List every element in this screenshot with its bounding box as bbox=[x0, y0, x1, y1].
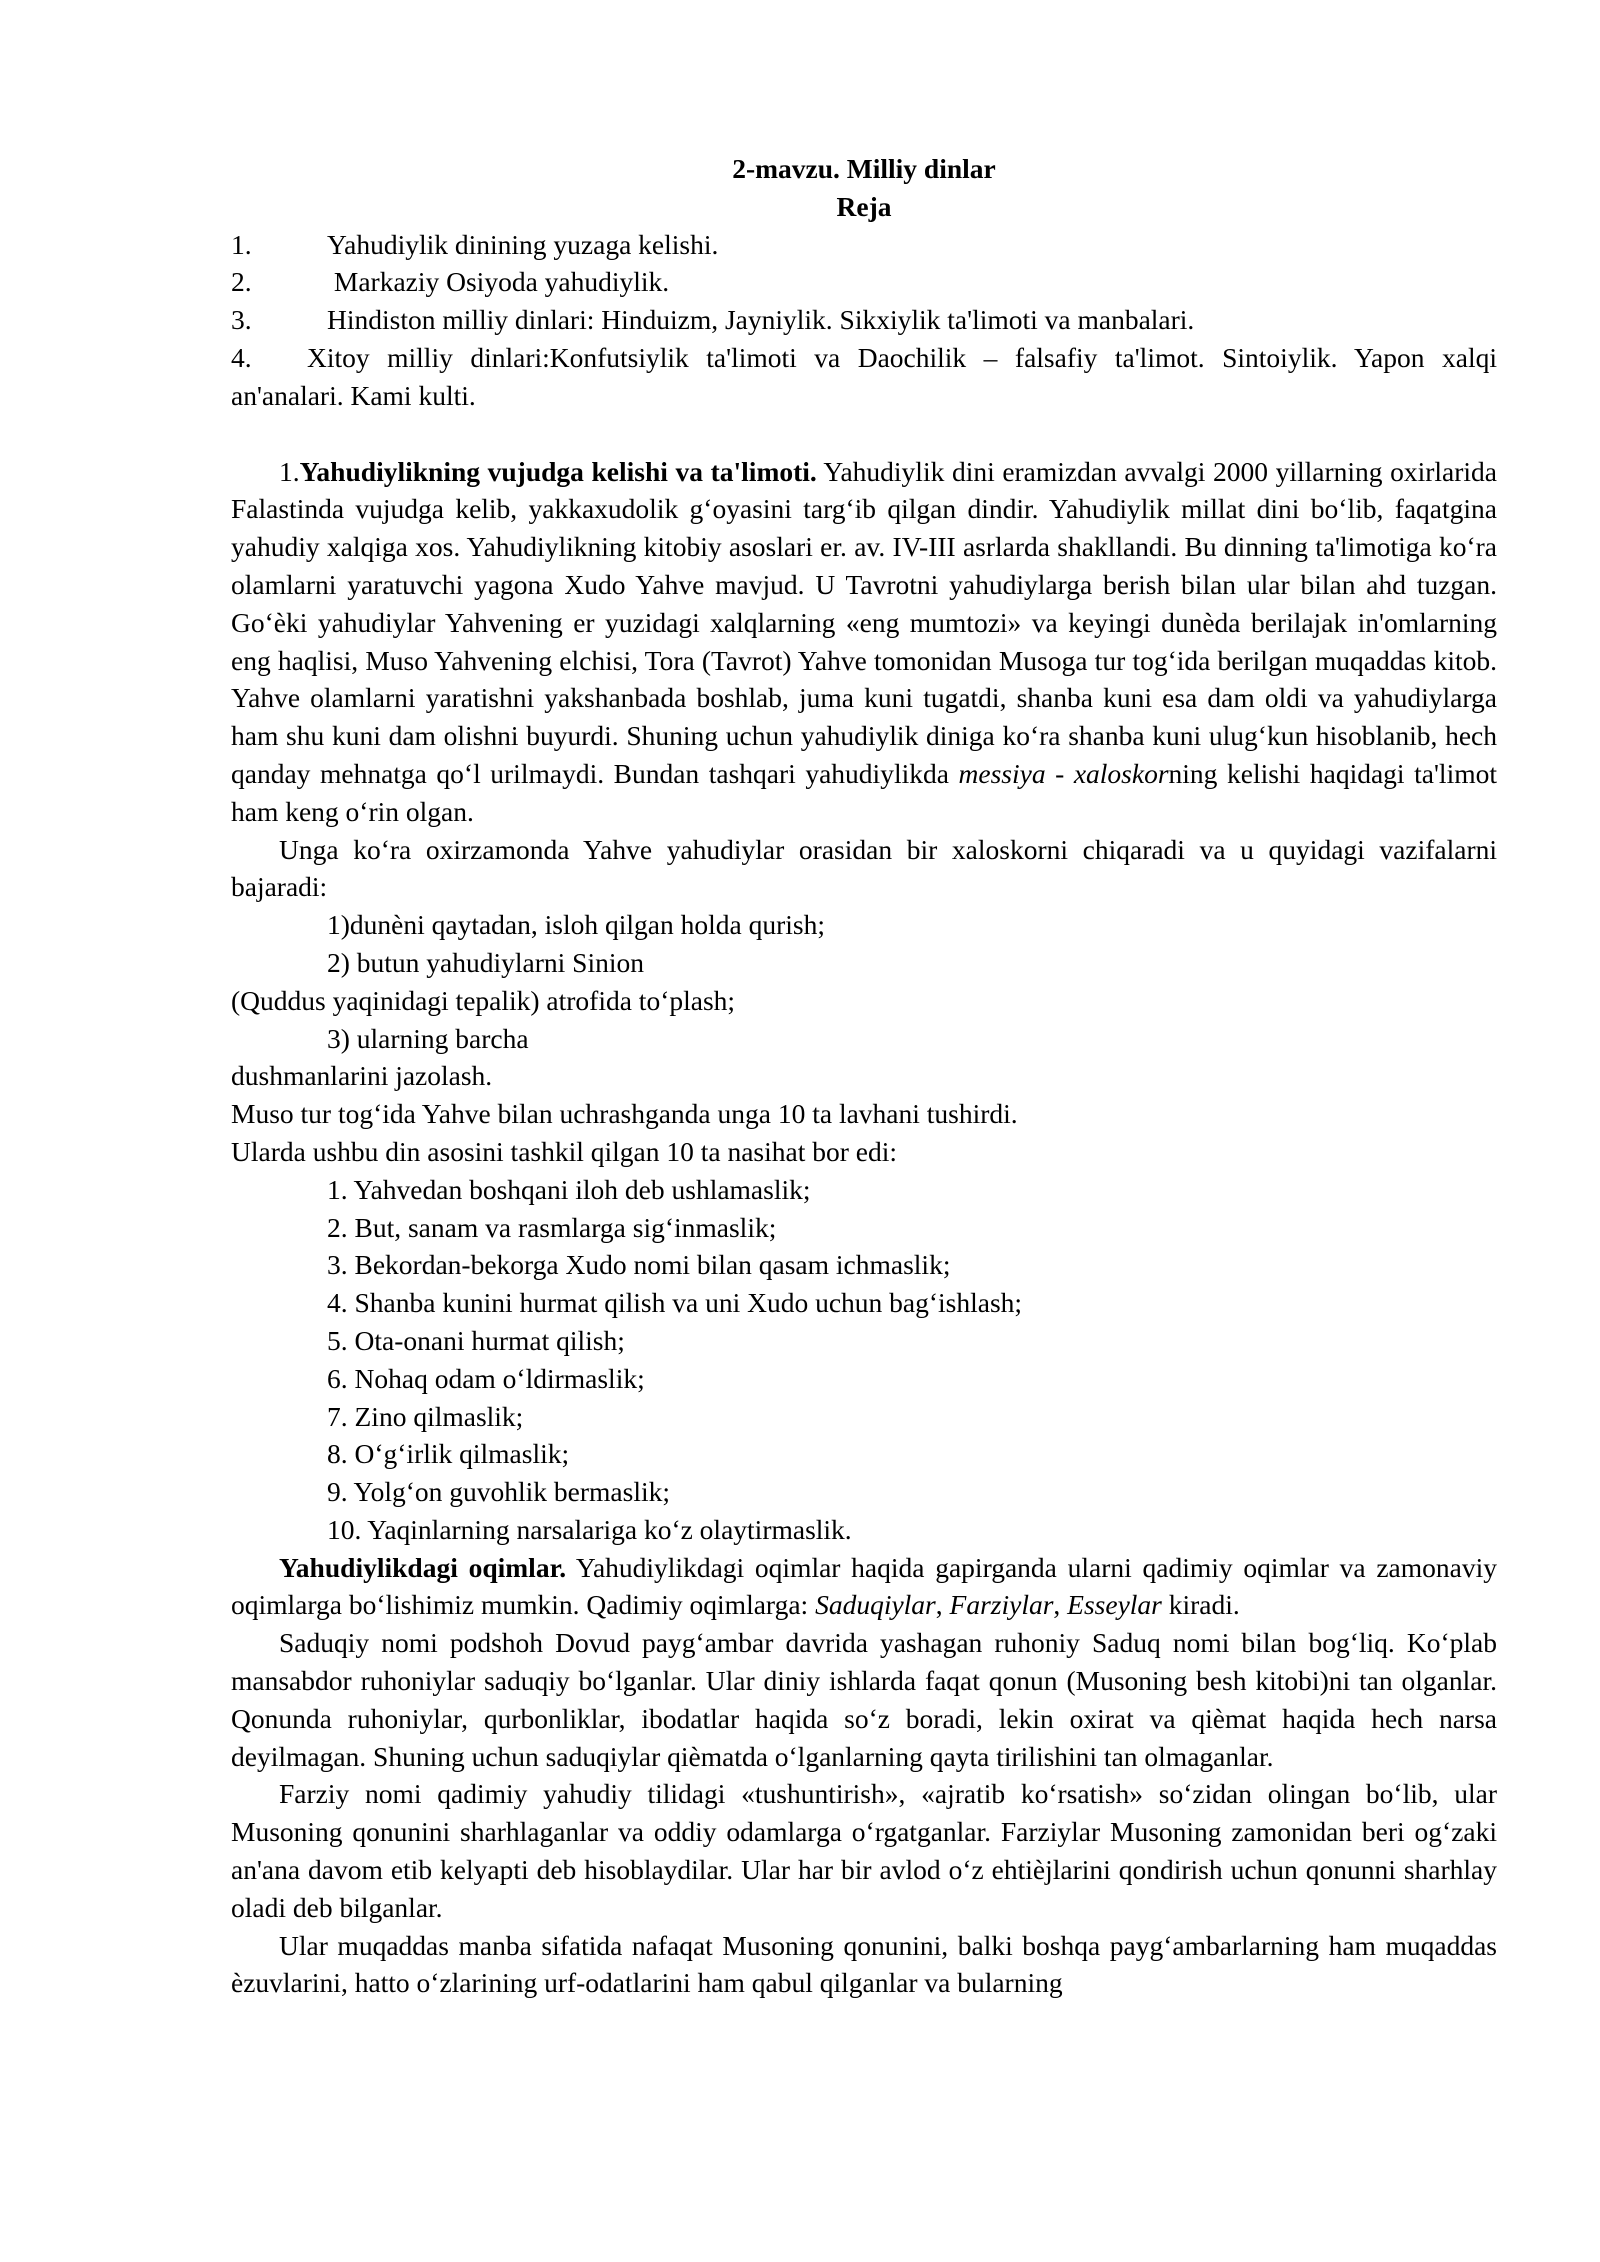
section-text-end: ning kelishi haqidagi ta'limot ham keng o‘rin olgan. bbox=[231, 757, 1497, 827]
plan-item-number: 1. bbox=[231, 228, 252, 260]
sects-text-end: kiradi. bbox=[1161, 1589, 1240, 1621]
section-text: Yahudiylik dini eramizdan avvalgi 2000 yillarning oxirlarida Falastinda vujudga kelib, yakkaxudolik g‘oyasini targ‘ib qilgan dindir. Yahudiylik millat dini bo‘lib, faqatgina yahudiy xalqiga xos. Yahudiylikning kitobiy asoslari er. av. IV-III asrlarda shakllandi. Bu dinning ta'limotiga ko‘ra olamlarni yaratuvchi yagona Xudo Yahve mavjud. U Tavrotni yahudiylarga berish bilan ular bilan ahd tuzgan. Go‘èki yahudiylar Yahvening er yuzidagi xalqlarning «eng mumtozi» va keyingi dunèda berilajak in'omlarning eng haqlisi, Muso Yahvening elchisi, Tora (Tavrot) Yahve tomonidan Musoga tur tog‘ida berilgan muqaddas kitob. Yahve olamlarni yaratishni yakshanbada boshlab, juma kuni tugatdi, shanba kuni esa dam oldi va yahudiylarga ham shu kuni dam olishni buyurdi. Shuning uchun yahudiylik diniga ko‘ra shanba kuni ulug‘kun hisoblanib, hech qanday mehnatga qo‘l urilmaydi. Bundan tashqari yahudiylikda bbox=[231, 455, 1497, 789]
commandment-item: 3. Bekordan-bekorga Xudo nomi bilan qasam ichmaslik; bbox=[327, 1249, 951, 1281]
task-item-3: 3) ularning barcha bbox=[327, 1022, 529, 1054]
sects-heading: Yahudiylikdagi oqimlar. bbox=[279, 1551, 567, 1583]
plan-item-number: 3. bbox=[231, 304, 252, 336]
commandment-item: 2. But, sanam va rasmlarga sig‘inmaslik; bbox=[327, 1211, 777, 1243]
document-title: 2-mavzu. Milliy dinlar bbox=[732, 153, 996, 184]
sect-name-saduqiylar: Saduqiylar bbox=[815, 1589, 936, 1621]
commandment-item: 8. O‘g‘irlik qilmaslik; bbox=[327, 1438, 570, 1470]
farziy-paragraph: Farziy nomi qadimiy yahudiy tilidagi «tushuntirish», «ajratib ko‘rsatish» so‘zidan olingan bo‘lib, ular Musoning qonunini sharhlaganlar va oddiy odamlarga o‘rgatganlar. Farziylar Musoning zamonidan beri og‘zaki an'ana davom etib kelyapti deb hisoblaydilar. Ular har bir avlod o‘z ehtièjlarini qondirish uchun qonunni sharhlay oladi deb bilganlar. bbox=[231, 1778, 1497, 1923]
task-item-2: 2) butun yahudiylarni Sinion bbox=[327, 946, 644, 978]
plan-item-text: Xitoy milliy dinlari:Konfutsiylik ta'limoti va Daochilik – falsafiy ta'limot. Sintoiylik. Yapon xalqi an'analari. Kami kulti. bbox=[231, 341, 1497, 411]
plan-heading: Reja bbox=[836, 190, 892, 222]
plan-item-2 bbox=[231, 263, 1497, 301]
plan-item-text: Hindiston milliy dinlari: Hinduizm, Jayniylik. Sikxiylik ta'limoti va manbalari. bbox=[327, 304, 1195, 336]
sect-name-farziylar: Farziylar bbox=[949, 1589, 1054, 1621]
separator: , bbox=[1053, 1589, 1068, 1621]
commandment-item: 9. Yolg‘on guvohlik bermaslik; bbox=[327, 1476, 670, 1508]
sect-name-esseylar: Esseylar bbox=[1067, 1589, 1162, 1621]
task-item-3-continued: dushmanlarini jazolash. bbox=[231, 1060, 493, 1092]
commandment-item: 5. Ota-onani hurmat qilish; bbox=[327, 1324, 625, 1356]
sects-paragraph bbox=[231, 1549, 1497, 1625]
sects-text: Yahudiylikdagi oqimlar haqida gapirganda ularni qadimiy oqimlar va zamonaviy oqimlarga bo‘lishimiz mumkin. Qadimiy oqimlarga: bbox=[231, 1551, 1497, 1621]
commandment-item: 4. Shanba kunini hurmat qilish va uni Xudo uchun bag‘ishlash; bbox=[327, 1287, 1023, 1319]
plan-item-number: 2. bbox=[231, 266, 252, 298]
plan-item-text: Yahudiylik dinining yuzaga kelishi. bbox=[327, 228, 719, 260]
commandment-item: 1. Yahvedan boshqani iloh deb ushlamaslik; bbox=[327, 1173, 811, 1205]
messiah-paragraph: Unga ko‘ra oxirzamonda Yahve yahudiylar orasidan bir xaloskorni chiqaradi va u quyidagi vazifalarni bajaradi: bbox=[231, 833, 1497, 903]
separator: , bbox=[935, 1589, 950, 1621]
moses-line-2: Ularda ushbu din asosini tashkil qilgan 10 ta nasihat bor edi: bbox=[231, 1135, 898, 1167]
plan-item-3 bbox=[231, 301, 1497, 339]
section-heading: Yahudiylikning vujudga kelishi va ta'limoti. bbox=[299, 455, 817, 487]
commandment-item: 6. Nohaq odam o‘ldirmaslik; bbox=[327, 1362, 645, 1394]
section-number: 1. bbox=[279, 455, 300, 487]
spacer bbox=[231, 415, 1497, 453]
commandment-item: 7. Zino qilmaslik; bbox=[327, 1400, 524, 1432]
task-item-2-continued: (Quddus yaqinidagi tepalik) atrofida to‘plash; bbox=[231, 984, 736, 1016]
moses-line-1: Muso tur tog‘ida Yahve bilan uchrashganda unga 10 ta lavhani tushirdi. bbox=[231, 1098, 1018, 1130]
commandment-item: 10. Yaqinlarning narsalariga ko‘z olaytirmaslik. bbox=[327, 1513, 852, 1545]
plan-item-number: 4. bbox=[231, 341, 252, 373]
saduq-paragraph: Saduqiy nomi podshoh Dovud payg‘ambar davrida yashagan ruhoniy Saduq nomi bilan bog‘liq. Ko‘plab mansabdor ruhoniylar saduqiy bo‘lganlar. Ular diniy ishlarda faqat qonun (Musoning besh kitobi)ni tan olganlar. Qonunda ruhoniylar, qurbonliklar, ibodatlar haqida so‘z boradi, lekin oxirat va qièmat haqida hech narsa deyilmagan. Shuning uchun saduqiylar qièmatda o‘lganlarning qayta tirilishini tan olmaganlar. bbox=[231, 1627, 1497, 1772]
last-paragraph: Ular muqaddas manba sifatida nafaqat Musoning qonunini, balki boshqa payg‘ambarlarning ham muqaddas èzuvlarini, hatto o‘zlarining urf-odatlarini ham qabul qilganlar va bularning bbox=[231, 1929, 1497, 1999]
emphasis-term: messiya - xaloskor bbox=[958, 757, 1169, 789]
plan-item-4 bbox=[231, 339, 1497, 415]
plan-item-text: Markaziy Osiyoda yahudiylik. bbox=[327, 266, 670, 298]
plan-item-1 bbox=[231, 226, 1497, 264]
section-1-paragraph bbox=[231, 453, 1497, 831]
task-item-1: 1)dunèni qaytadan, isloh qilgan holda qurish; bbox=[327, 909, 825, 941]
document-page bbox=[231, 150, 1497, 2002]
